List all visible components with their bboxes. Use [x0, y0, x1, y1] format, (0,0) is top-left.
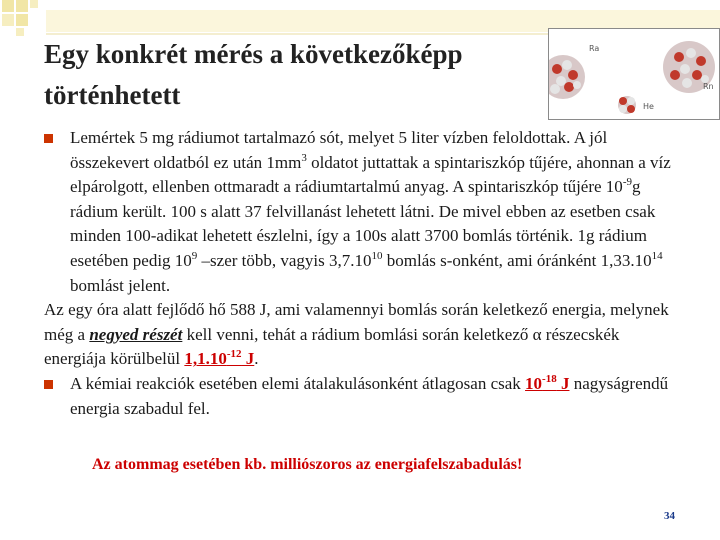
alpha-symbol: α [532, 324, 542, 344]
bullet-square-icon [44, 134, 53, 143]
label-ra: Ra [589, 44, 600, 53]
paragraph-heat: Az egy óra alatt fejlődő hő 588 J, ami valamennyi bomlás során keletkező energia, melynek még a negyed részét kell venni, tehát a rádium bomlási során keletkező α részecskék energiája körülbelül $1,1.10^{-12}$ J. [44, 300, 669, 369]
alpha-decay-figure [548, 28, 720, 120]
label-rn: Rn [703, 82, 714, 91]
conclusion-text: Az atommag esetében kb. milliószoros az energiafelszabadulás! [92, 456, 523, 473]
bullet-square-icon [44, 380, 53, 389]
list-item: A kémiai reakciók esetében elemi átalakulásonként átlagosan csak $10^{-18}$ J nagyságrendű energia szabadul fel. [44, 372, 684, 421]
slide-body [44, 126, 684, 421]
alpha-energy-value: $1,1.10^{-12}$ J [184, 348, 255, 369]
list-item: Lemértek 5 mg rádiumot tartalmazó sót, melyet 5 liter vízben feloldottak. A jól összekevert oldatból ez után $1mm^3$ oldatot juttattak a spintariszkóp tűjére, ahonnan a víz elpárolgott, ellenben ottmaradt a rádiumtartalmú anyag. A spintariszkóp tűjére $10^{-9}g$ rádium került. 100 s alatt 37 felvillanást lehetett látni. De mivel ebben az esetben csak minden 100-adikat lehetett észlelni, így a 100s alatt 3700 bomlás történik. 1g rádium esetében pedig $10^9$ –szer több, vagyis 3,7.10$^{10}$ bomlás s-onként, ami óránként 1,33.10$^{14}$ bomlást jelent. [44, 126, 684, 298]
label-he: He [643, 102, 654, 111]
chemical-energy-value: $10^{-18}$ J [525, 372, 570, 393]
page-title: Egy konkrét mérés a következőképp történhetett [44, 39, 463, 110]
page-number: 34 [664, 510, 675, 522]
emphasis-quarter: negyed részét [89, 324, 183, 344]
nucleus-diagram [549, 29, 719, 119]
